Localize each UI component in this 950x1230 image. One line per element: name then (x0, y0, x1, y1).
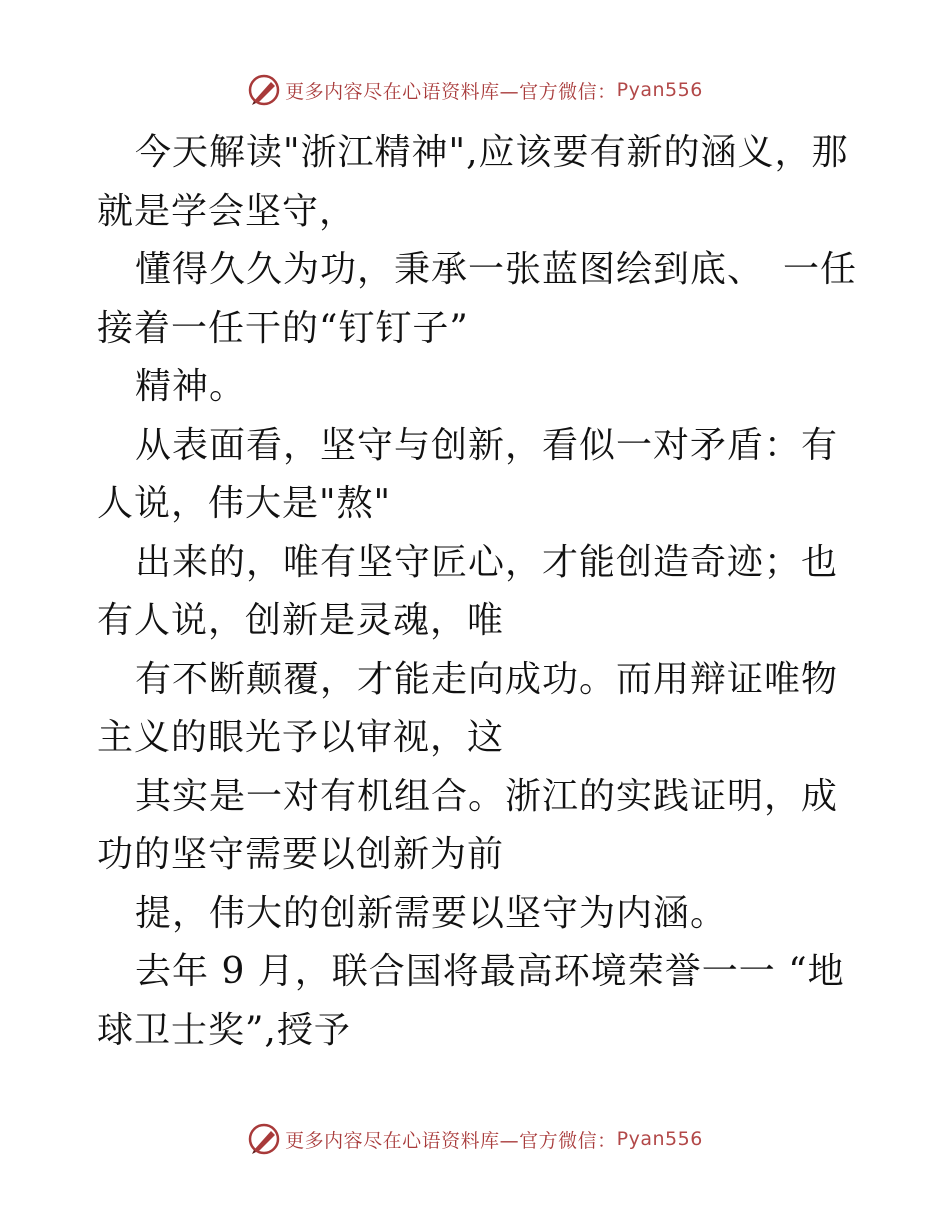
paragraph: 出来的，唯有坚守匠心，才能创造奇迹；也有人说，创新是灵魂，唯 (97, 541, 839, 641)
wechat-id: Pyan556 (616, 79, 703, 101)
paragraph: 提，伟大的创新需要以坚守为内涵。 (135, 892, 728, 934)
paragraph: 今天解读"浙江精神",应该要有新的涵义，那就是学会坚守， (97, 132, 849, 232)
paragraph: 其实是一对有机组合。浙江的实践证明，成功的坚守需要以创新为前 (97, 775, 839, 875)
paragraph: 去年 9 月，联合国将最高环境荣誉一一 “地球卫士奖”,授予 (97, 951, 845, 1051)
pen-logo-icon (247, 73, 281, 107)
banner-text: 更多内容尽在心语资料库—官方微信： (285, 1129, 617, 1152)
paragraph: 有不断颠覆，才能走向成功。而用辩证唯物主义的眼光予以审视，这 (97, 658, 839, 758)
pen-logo-icon (247, 1122, 281, 1156)
paragraph: 精神。 (135, 366, 247, 407)
banner-text: 更多内容尽在心语资料库—官方微信： (285, 80, 617, 103)
header-watermark-banner (0, 70, 950, 110)
paragraph: 从表面看，坚守与创新，看似一对矛盾：有人说，伟大是"熬" (97, 424, 839, 524)
paragraph: 懂得久久为功，秉承一张蓝图绘到底、 一任接着一任干的“钉钉子” (97, 249, 858, 349)
wechat-id: Pyan556 (616, 1128, 703, 1150)
document-body (97, 124, 857, 1060)
footer-watermark-banner (0, 1119, 950, 1159)
